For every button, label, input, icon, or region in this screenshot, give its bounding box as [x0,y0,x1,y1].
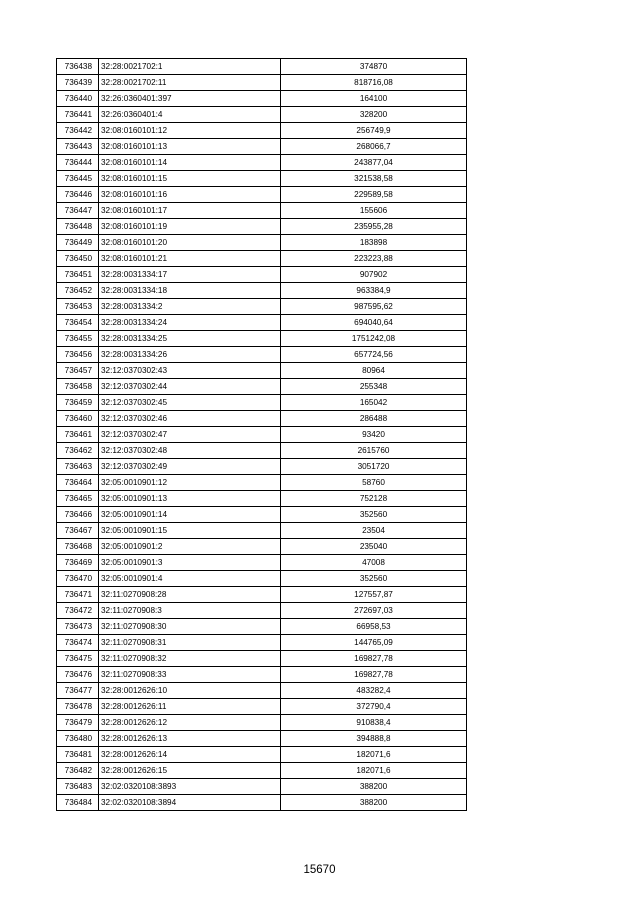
row-id-cell: 736470 [57,571,99,587]
cadastral-value-cell: 963384,9 [281,283,467,299]
cadastral-value-cell: 223223,88 [281,251,467,267]
row-id-cell: 736447 [57,203,99,219]
row-id-cell: 736463 [57,459,99,475]
cadastral-number-cell: 32:28:0012626:12 [99,715,281,731]
cadastral-value-cell: 229589,58 [281,187,467,203]
table-row [57,331,467,347]
cadastral-value-cell: 80964 [281,363,467,379]
row-id-cell: 736461 [57,427,99,443]
table-row [57,571,467,587]
table-row [57,59,467,75]
cadastral-number-cell: 32:28:0012626:11 [99,699,281,715]
table-row [57,251,467,267]
row-id-cell: 736482 [57,763,99,779]
cadastral-number-cell: 32:28:0012626:14 [99,747,281,763]
cadastral-number-cell: 32:02:0320108:3894 [99,795,281,811]
table-row [57,635,467,651]
row-id-cell: 736472 [57,603,99,619]
table-row [57,491,467,507]
row-id-cell: 736445 [57,171,99,187]
table-row [57,779,467,795]
cadastral-value-cell: 910838,4 [281,715,467,731]
table-row [57,75,467,91]
row-id-cell: 736450 [57,251,99,267]
cadastral-value-cell: 144765,09 [281,635,467,651]
table-row [57,187,467,203]
row-id-cell: 736439 [57,75,99,91]
row-id-cell: 736456 [57,347,99,363]
table-row [57,459,467,475]
cadastral-value-cell: 268066,7 [281,139,467,155]
cadastral-value-cell: 483282,4 [281,683,467,699]
cadastral-number-cell: 32:02:0320108:3893 [99,779,281,795]
cadastral-value-cell: 907902 [281,267,467,283]
cadastral-number-cell: 32:28:0031334:24 [99,315,281,331]
cadastral-number-cell: 32:05:0010901:14 [99,507,281,523]
cadastral-number-cell: 32:05:0010901:2 [99,539,281,555]
cadastral-value-cell: 58760 [281,475,467,491]
table-row [57,699,467,715]
row-id-cell: 736479 [57,715,99,731]
table-row [57,667,467,683]
row-id-cell: 736448 [57,219,99,235]
cadastral-value-cell: 243877,04 [281,155,467,171]
table-row [57,731,467,747]
table-row [57,283,467,299]
cadastral-number-cell: 32:11:0270908:33 [99,667,281,683]
cadastral-number-cell: 32:08:0160101:12 [99,123,281,139]
table-row [57,427,467,443]
cadastral-number-cell: 32:12:0370302:46 [99,411,281,427]
row-id-cell: 736471 [57,587,99,603]
row-id-cell: 736451 [57,267,99,283]
table-row [57,763,467,779]
page-number: 15670 [303,864,336,876]
row-id-cell: 736468 [57,539,99,555]
cadastral-number-cell: 32:08:0160101:16 [99,187,281,203]
row-id-cell: 736465 [57,491,99,507]
table-row [57,395,467,411]
cadastral-value-cell: 182071,6 [281,747,467,763]
row-id-cell: 736474 [57,635,99,651]
cadastral-number-cell: 32:28:0031334:2 [99,299,281,315]
row-id-cell: 736475 [57,651,99,667]
cadastral-value-cell: 23504 [281,523,467,539]
cadastral-number-cell: 32:12:0370302:47 [99,427,281,443]
cadastral-number-cell: 32:12:0370302:45 [99,395,281,411]
table-row [57,411,467,427]
cadastral-number-cell: 32:11:0270908:30 [99,619,281,635]
table-row [57,507,467,523]
table-row [57,747,467,763]
cadastral-number-cell: 32:11:0270908:28 [99,587,281,603]
table-row [57,555,467,571]
cadastral-number-cell: 32:05:0010901:15 [99,523,281,539]
cadastral-number-cell: 32:08:0160101:15 [99,171,281,187]
table-row [57,91,467,107]
cadastral-value-cell: 394888,8 [281,731,467,747]
row-id-cell: 736476 [57,667,99,683]
cadastral-value-cell: 256749,9 [281,123,467,139]
cadastral-number-cell: 32:26:0360401:4 [99,107,281,123]
cadastral-number-cell: 32:08:0160101:19 [99,219,281,235]
table-row [57,443,467,459]
cadastral-value-cell: 321538,58 [281,171,467,187]
cadastral-value-cell: 235040 [281,539,467,555]
row-id-cell: 736453 [57,299,99,315]
row-id-cell: 736442 [57,123,99,139]
cadastral-value-cell: 169827,78 [281,651,467,667]
row-id-cell: 736455 [57,331,99,347]
row-id-cell: 736438 [57,59,99,75]
row-id-cell: 736454 [57,315,99,331]
row-id-cell: 736443 [57,139,99,155]
cadastral-value-cell: 752128 [281,491,467,507]
table-row [57,363,467,379]
cadastral-value-table [56,58,467,811]
cadastral-value-cell: 388200 [281,795,467,811]
cadastral-value-cell: 388200 [281,779,467,795]
cadastral-value-cell: 352560 [281,507,467,523]
cadastral-value-cell: 3051720 [281,459,467,475]
cadastral-number-cell: 32:08:0160101:14 [99,155,281,171]
row-id-cell: 736478 [57,699,99,715]
cadastral-number-cell: 32:28:0031334:18 [99,283,281,299]
table-row [57,715,467,731]
cadastral-number-cell: 32:28:0031334:26 [99,347,281,363]
cadastral-value-cell: 164100 [281,91,467,107]
table-row [57,347,467,363]
table-row [57,299,467,315]
cadastral-value-cell: 255348 [281,379,467,395]
row-id-cell: 736462 [57,443,99,459]
cadastral-number-cell: 32:05:0010901:3 [99,555,281,571]
row-id-cell: 736464 [57,475,99,491]
cadastral-value-cell: 1751242,08 [281,331,467,347]
table-row [57,219,467,235]
cadastral-value-cell: 818716,08 [281,75,467,91]
table-row [57,475,467,491]
row-id-cell: 736457 [57,363,99,379]
cadastral-number-cell: 32:08:0160101:17 [99,203,281,219]
cadastral-value-cell: 182071,6 [281,763,467,779]
cadastral-number-cell: 32:11:0270908:3 [99,603,281,619]
table-row [57,523,467,539]
cadastral-value-cell: 272697,03 [281,603,467,619]
cadastral-value-cell: 165042 [281,395,467,411]
cadastral-value-cell: 183898 [281,235,467,251]
table-row [57,123,467,139]
row-id-cell: 736441 [57,107,99,123]
table-row [57,171,467,187]
row-id-cell: 736449 [57,235,99,251]
cadastral-number-cell: 32:28:0021702:11 [99,75,281,91]
table-row [57,139,467,155]
row-id-cell: 736477 [57,683,99,699]
cadastral-number-cell: 32:28:0021702:1 [99,59,281,75]
cadastral-number-cell: 32:12:0370302:49 [99,459,281,475]
cadastral-number-cell: 32:28:0012626:10 [99,683,281,699]
cadastral-number-cell: 32:12:0370302:48 [99,443,281,459]
cadastral-value-cell: 93420 [281,427,467,443]
table-row [57,267,467,283]
table-row [57,619,467,635]
cadastral-number-cell: 32:28:0031334:25 [99,331,281,347]
cadastral-number-cell: 32:08:0160101:20 [99,235,281,251]
row-id-cell: 736469 [57,555,99,571]
row-id-cell: 736467 [57,523,99,539]
cadastral-number-cell: 32:28:0031334:17 [99,267,281,283]
cadastral-value-cell: 155606 [281,203,467,219]
cadastral-number-cell: 32:08:0160101:21 [99,251,281,267]
row-id-cell: 736459 [57,395,99,411]
cadastral-number-cell: 32:11:0270908:32 [99,651,281,667]
table-row [57,107,467,123]
cadastral-value-cell: 169827,78 [281,667,467,683]
cadastral-number-cell: 32:05:0010901:4 [99,571,281,587]
row-id-cell: 736444 [57,155,99,171]
row-id-cell: 736452 [57,283,99,299]
cadastral-value-cell: 66958,53 [281,619,467,635]
table-row [57,539,467,555]
cadastral-value-cell: 235955,28 [281,219,467,235]
row-id-cell: 736466 [57,507,99,523]
cadastral-number-cell: 32:28:0012626:13 [99,731,281,747]
cadastral-value-cell: 657724,56 [281,347,467,363]
row-id-cell: 736440 [57,91,99,107]
row-id-cell: 736481 [57,747,99,763]
table-row [57,683,467,699]
row-id-cell: 736480 [57,731,99,747]
cadastral-value-cell: 127557,87 [281,587,467,603]
cadastral-value-cell: 374870 [281,59,467,75]
row-id-cell: 736460 [57,411,99,427]
table-row [57,603,467,619]
cadastral-number-cell: 32:12:0370302:44 [99,379,281,395]
cadastral-number-cell: 32:26:0360401:397 [99,91,281,107]
cadastral-number-cell: 32:28:0012626:15 [99,763,281,779]
row-id-cell: 736458 [57,379,99,395]
row-id-cell: 736484 [57,795,99,811]
cadastral-value-cell: 328200 [281,107,467,123]
cadastral-value-cell: 352560 [281,571,467,587]
row-id-cell: 736446 [57,187,99,203]
row-id-cell: 736483 [57,779,99,795]
table-row [57,203,467,219]
cadastral-value-cell: 987595,62 [281,299,467,315]
cadastral-number-cell: 32:11:0270908:31 [99,635,281,651]
cadastral-value-cell: 694040,64 [281,315,467,331]
table-row [57,235,467,251]
table-row [57,315,467,331]
cadastral-value-cell: 2615760 [281,443,467,459]
table-row [57,379,467,395]
table-row [57,651,467,667]
cadastral-number-cell: 32:05:0010901:12 [99,475,281,491]
cadastral-number-cell: 32:12:0370302:43 [99,363,281,379]
cadastral-value-cell: 286488 [281,411,467,427]
table-body [57,59,467,811]
cadastral-value-cell: 372790,4 [281,699,467,715]
row-id-cell: 736473 [57,619,99,635]
cadastral-number-cell: 32:05:0010901:13 [99,491,281,507]
table-row [57,795,467,811]
table-row [57,587,467,603]
cadastral-value-cell: 47008 [281,555,467,571]
table-row [57,155,467,171]
cadastral-number-cell: 32:08:0160101:13 [99,139,281,155]
